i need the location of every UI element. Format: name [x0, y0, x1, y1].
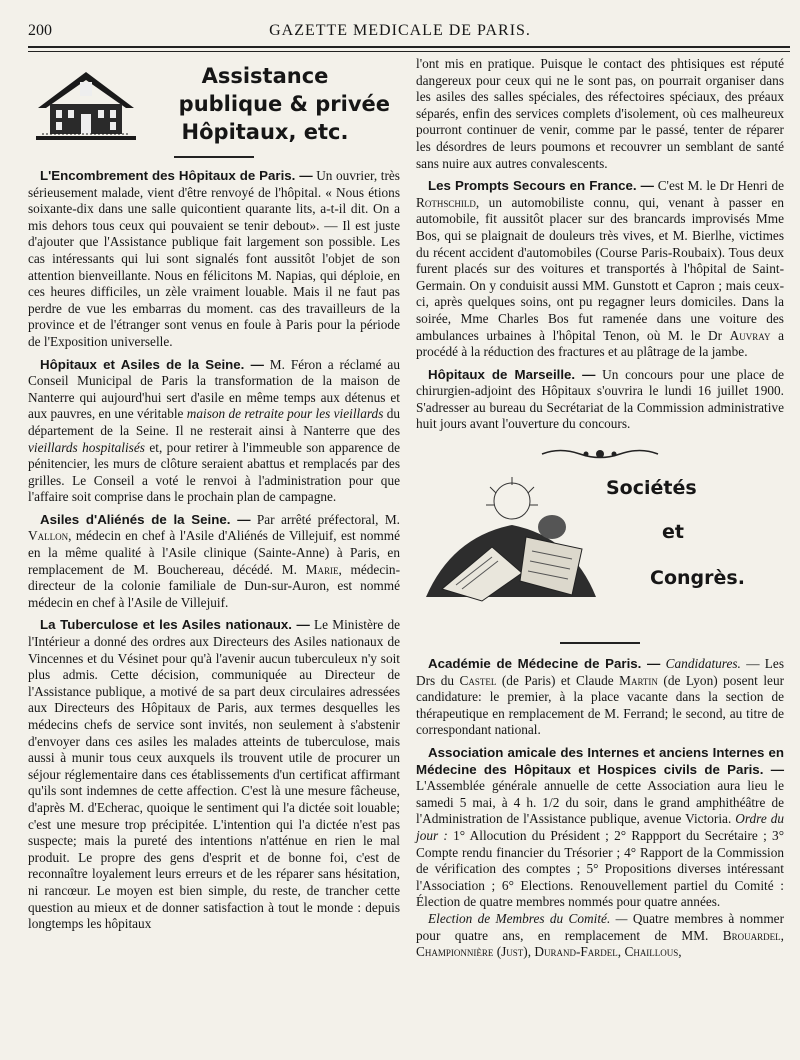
article-italic: vieillards hospitalisés — [28, 439, 145, 455]
section-title-word3: Congrès. — [650, 567, 745, 590]
article-marseille — [416, 367, 784, 433]
page-header — [28, 14, 772, 44]
header-rule-thin — [28, 51, 790, 52]
person-name: Rothschild — [416, 194, 476, 210]
section-divider — [174, 156, 254, 158]
article-italic: maison de retraite pour les vieillards — [186, 406, 384, 422]
article-heading: Les Prompts Secours en France. — — [428, 178, 654, 194]
article-association — [416, 745, 784, 911]
article-text: , un automobiliste connu, qui, venant à passer en automobile, fit aussitôt placer sur des brancards improvisés Mme Bos, qui se plaignait de douleurs très vives, et M. Bierlhe, victimes du récent accident d'automobiles (Course Paris-Roubaix). Tous deux furent placés sur des voitures et transportés à l'hôpital de Saint-Germain. On y conduisit aussi MM. Gunstott et Capron ; mais ceux-ci, après quelques soins, ont pu regagner leurs domiciles. Dans la soirée, Mme Charles Bos fut ramenée dans une voiture des ambulances urbaines à l'hôpital Tenon, où M. le Dr — [416, 194, 784, 343]
person-name: Vallon — [28, 528, 69, 544]
article-text: M. Féron a réclamé au Conseil Municipal de Paris la transformation de la maison de Nanterre qui aujourd'hui sert d'asile en même temps aux détenus et aux pauvres, en une véritable — [28, 356, 400, 422]
flourish-icon — [540, 447, 660, 461]
person-name: Marie — [305, 561, 339, 577]
article-academie — [416, 656, 784, 739]
person-name: Castel — [459, 672, 497, 688]
ornamental-divider — [416, 447, 784, 463]
article-italic: Ordre du jour : — [416, 811, 785, 843]
article-text: , médecin en chef à l'Asile d'Aliénés de Villejuif, est nommé en la même qualité à l'Asile clinique (Sainte-Anne) à Paris, en remplacement de M. Bouchereau, décédé. M. — [28, 528, 400, 577]
article-italic: Candidatures. — [665, 656, 741, 672]
article-heading: La Tuberculose et les Asiles nationaux. — — [40, 617, 310, 633]
hospital-building-icon — [36, 68, 136, 142]
section-title-word1: Sociétés — [606, 477, 697, 500]
section-title-assistance — [140, 62, 390, 146]
section-title-line2: publique & privée — [178, 92, 390, 116]
article-text: (de Paris) et Claude — [501, 672, 614, 688]
section-title-word2: et — [662, 521, 684, 544]
article-heading: Hôpitaux de Marseille. — — [428, 366, 596, 382]
article-alienes — [28, 512, 400, 612]
article-continuation: l'ont mis en pratique. Puisque le contact des phtisiques est réputé dangereux pour ceux qui ne le sont pas, on pourrait organiser dans les asiles des salles spéciales, des réfectoires spéciaux, des préaux séparés, enfin des services complets d'isolement, où ces malheureux pourront continuer de venir, comme par le passé, tenter de réparer les désordres de leurs poumons et recouvrer un semblant de santé sans nuire aux autres convalescents. — [416, 56, 784, 171]
article-heading: Asiles d'Aliénés de la Seine. — — [40, 511, 251, 527]
section-title-line1: Assistance — [201, 64, 329, 88]
article-heading: Académie de Médecine de Paris. — — [428, 656, 661, 672]
article-association-election — [416, 911, 784, 961]
article-text: a procédé à la réduction des fractures et au plâtrage de la jambe. — [416, 327, 784, 360]
header-rule — [28, 46, 790, 48]
article-heading: L'Encombrement des Hôpitaux de Paris. — — [40, 168, 313, 183]
article-seine — [28, 357, 400, 506]
article-text: Par arrêté préfectoral, M. — [256, 511, 400, 527]
person-name: Martin — [619, 672, 658, 688]
books-and-papers-icon — [422, 477, 600, 607]
article-encombrement — [28, 168, 400, 351]
left-column — [28, 56, 400, 933]
article-text: Un concours pour une place de chirurgien-adjoint des Hôpitaux s'ouvrira le lundi 16 juillet 1900. S'adresser au bureau du Secrétariat de la Commission administrative huit jours avant l'ouverture du concours. — [416, 366, 784, 432]
article-text: Quatre membres à nommer pour quatre ans, en remplacement de MM. — [416, 910, 784, 943]
article-text: C'est M. le Dr Henri de — [657, 178, 784, 194]
article-text: Un ouvrier, très sérieusement malade, vient d'être renvoyé de l'hôpital. « Nous étions soixante-dix dans une salle quicontient quarante lits, a-t-il dit. On a mis dehors tous ceux qui pouvaient se tenir debout». — Il est juste d'ajouter que l'Assistance publique fait largement son possible. Les cas intéressants qui lui sont signalés font aussitôt l'objet de son attention bienveillante. Nous en félicitons M. Napias, qui déploie, en ces heures difficiles, un zèle vraiment louable. Mais il ne faut pas perdre de vue les embarras du moment. cas des travailleurs de la province et de l'étranger sont venus en foule à Paris pour la période de l'Exposition universelle. — [28, 168, 400, 349]
article-text: L'Assemblée générale annuelle de cette Association aura lieu le samedi 5 mai, à 4 h. 1/2 du soir, dans le grand amphithéâtre de l'Administration de l'Assistance publique, avenue Victoria. — [416, 778, 784, 827]
article-tuberculose — [28, 617, 400, 932]
section-banner-assistance — [28, 56, 400, 156]
article-prompts-secours — [416, 178, 784, 361]
right-column — [416, 56, 784, 961]
article-text: Le Ministère de l'Intérieur a donné des ordres aux Directeurs des Asiles nationaux de Vincennes et du Vésinet pour qu'à l'avenir aucun tuberculeux n'y soit plus admis. Cette décision, communiquée au Directeur de l'Assistance publique, a motivé de sa part deux circulaires adressées aux Directeurs des Hôpitaux de Paris, aux termes desquelles les médecins chefs de service sont invités, non seulement à s'abstenir d'envoyer dans ces asiles les malades atteints de tuberculose, mais aussi à munir tous ceux auxquels ils trouvent utile de procurer un séjour réglementaire dans ces établissements d'un certificat affirmant qu'ils sont indemnes de cette affection. C'est là une mesure fâcheuse, d'après M. d'Echerac, quoique le sentiment qui l'a dictée soit louable; c'est une mesure trop précipitée. L'intention qui l'a dictée n'est pas suspecte; mais la pureté des intentions n'atténue en rien le mal produit. Le propre des gens d'esprit et de bonne foi, c'est de reconnaître loyalement leurs erreurs et de les réparer sans hésitation, ni rancœur. Le moyen est bien simple, du reste, de trancher cette question au mieux et de donner satisfaction à tout le monde : depuis longtemps les hôpitaux — [28, 617, 400, 932]
article-text: — Les Drs du — [416, 656, 785, 688]
article-text: 1° Allocution du Président ; 2° Rappport du Secrétaire ; 3° Compte rendu financier du Trésorier ; 4° Rapport de la Commission de vérification des comptes ; 5° Propositions diverses intéressant l'Association ; 6° Elections. Renouvellement partiel du Comité : Élection de quatre membres nommés pour quatre années. — [416, 828, 785, 910]
page-number: 200 — [28, 22, 52, 39]
article-text: du département de la Seine. Il ne resterait ainsi à Nanterre que des — [28, 406, 400, 438]
article-text: et, pour retirer à l'immeuble son apparence de pénitencier, les murs de clôture seraient abattus et remplacés par des grilles. Le Conseil a voté le renvoi à l'administration pour que l'affaire soit comprise dans le prochain plan de campagne. — [28, 439, 400, 505]
article-heading: Hôpitaux et Asiles de la Seine. — — [40, 356, 264, 372]
article-text: , médecin-directeur de la colonie familiale de Dun-sur-Auron, est nommé médecin en chef à l'Asile de Villejuif. — [28, 561, 400, 610]
section-banner-societes — [416, 471, 784, 636]
article-text: (de Lyon) posent leur candidature: le premier, à la place vacante dans la section de thérapeutique en remplacement de M. Ferrand; le second, au titre de correspondant national. — [416, 672, 785, 738]
journal-title: GAZETTE MEDICALE DE PARIS. — [269, 22, 531, 39]
person-name: Auvray — [729, 327, 771, 343]
section-divider — [560, 642, 640, 644]
person-names: Brouardel, Championnière (Just), Durand-Fardel, Chaillous, — [416, 927, 784, 960]
section-title-line3: Hôpitaux, etc. — [181, 120, 349, 144]
article-heading: Association amicale des Internes et anciens Internes en Médecine des Hôpitaux et Hospices civils de Paris. — — [416, 745, 784, 777]
article-italic: Election de Membres du Comité. — — [428, 910, 628, 926]
